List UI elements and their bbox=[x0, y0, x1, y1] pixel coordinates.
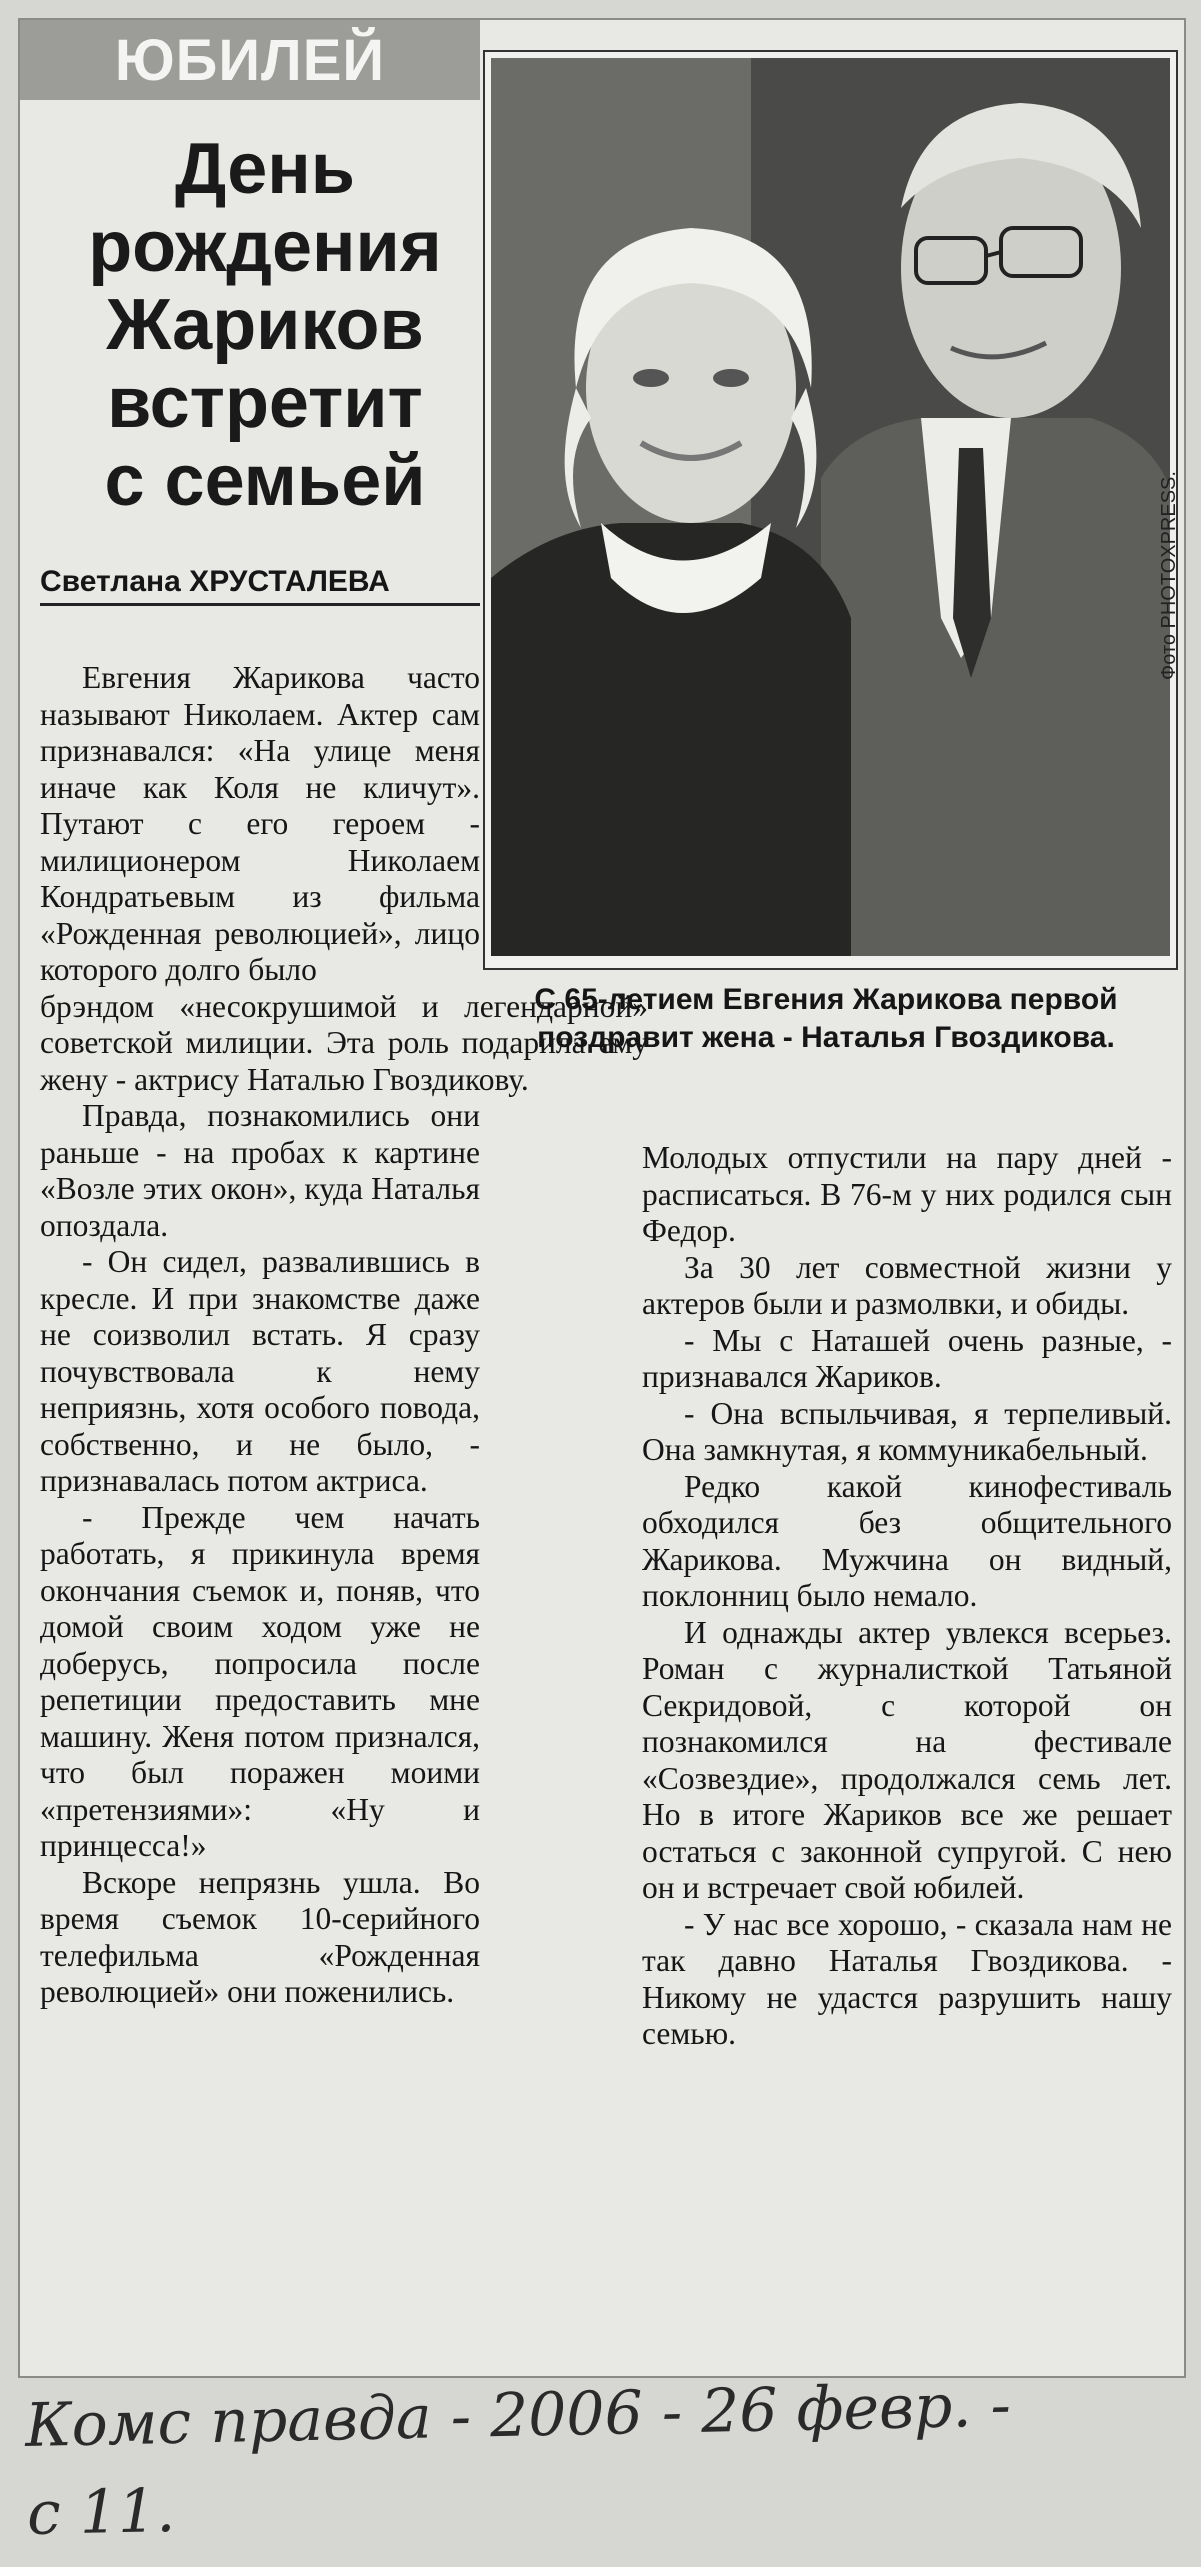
article-column-left bbox=[40, 660, 648, 2011]
rubric-label: ЮБИЛЕЙ bbox=[20, 20, 480, 100]
author-byline: Светлана ХРУСТАЛЕВА bbox=[40, 565, 480, 606]
handwritten-source-note bbox=[24, 2358, 1177, 2558]
article-paragraph: Правда, познакомились они раньше - на пробах к картине «Возле этих окон», куда Наталья опоздала. bbox=[40, 1098, 480, 1243]
handwritten-line: Комс правда - 2006 - 26 февр. - bbox=[24, 2370, 1012, 2462]
headline-line: Жариков bbox=[106, 285, 424, 365]
couple-photo bbox=[483, 50, 1178, 970]
photo-illustration bbox=[491, 58, 1170, 956]
handwritten-line: с 11. bbox=[26, 2475, 176, 2550]
photo-credit: Фото PHOTOXPRESS. bbox=[1158, 471, 1180, 680]
headline-line: встретит bbox=[107, 363, 423, 443]
headline-line: День bbox=[175, 129, 355, 209]
article-paragraph: - Он сидел, развалившись в кресле. И при знакомстве даже не соизволил встать. Я сразу почувствовала к нему неприязнь, хотя особого повода, собственно, и не было, - признавалась потом актриса. bbox=[40, 1244, 480, 1498]
article-paragraph: Молодых отпустили на пару дней - расписаться. В 76-м у них родился сын Федор. bbox=[642, 1140, 1172, 1248]
article-paragraph: И однажды актер увлекся всерьез. Роман с журналисткой Татьяной Секридовой, с которой он познакомился на фестивале «Созвездие», продолжался семь лет. Но в итоге Жариков все же решает остаться с законной супругой. С нею он и встречает свой юбилей. bbox=[642, 1614, 1172, 1905]
headline-line: с семьей bbox=[104, 441, 426, 521]
photo-caption: С 65-летием Евгения Жарикова первой поздравит жена - Наталья Гвоздикова. bbox=[534, 982, 1118, 1054]
article-column-right bbox=[642, 1140, 1172, 2053]
article-paragraph: брэндом «несокрушимой и легендарной» советской милиции. Эта роль подарила ему жену - актрису Наталью Гвоздикову. bbox=[40, 988, 648, 1097]
article-paragraph: Евгения Жарикова часто называют Николаем. Актер сам признавался: «На улице меня иначе как Коля не кличут». Путают с его героем - милиционером Николаем Кондратьевым из фильма «Рожденная революцией», лицо которого долго было bbox=[40, 660, 480, 987]
headline-line: рождения bbox=[88, 207, 442, 287]
article-paragraph: За 30 лет совместной жизни у актеров были и размолвки, и обиды. bbox=[642, 1249, 1172, 1321]
article-paragraph: Вскоре непрязнь ушла. Во время съемок 10-серийного телефильма «Рожденная революцией» они поженились. bbox=[40, 1864, 480, 2009]
article-paragraph: - Мы с Наташей очень разные, - признавался Жариков. bbox=[642, 1322, 1172, 1394]
article-headline bbox=[30, 130, 500, 520]
article-paragraph: - Прежде чем начать работать, я прикинула время окончания съемок и, поняв, что домой своим ходом уже не доберусь, попросила после репетиции предоставить мне машину. Женя потом признался, что был поражен моими «претензиями»: «Ну и принцесса!» bbox=[40, 1499, 480, 1863]
article-paragraph: - У нас все хорошо, - сказала нам не так давно Наталья Гвоздикова. - Никому не удастся разрушить нашу семью. bbox=[642, 1906, 1172, 2051]
newspaper-clipping bbox=[18, 18, 1186, 2378]
article-paragraph: - Она вспыльчивая, я терпеливый. Она замкнутая, я коммуникабельный. bbox=[642, 1395, 1172, 1467]
article-paragraph: Редко какой кинофестиваль обходился без общительного Жарикова. Мужчина он видный, поклонниц было немало. bbox=[642, 1468, 1172, 1613]
